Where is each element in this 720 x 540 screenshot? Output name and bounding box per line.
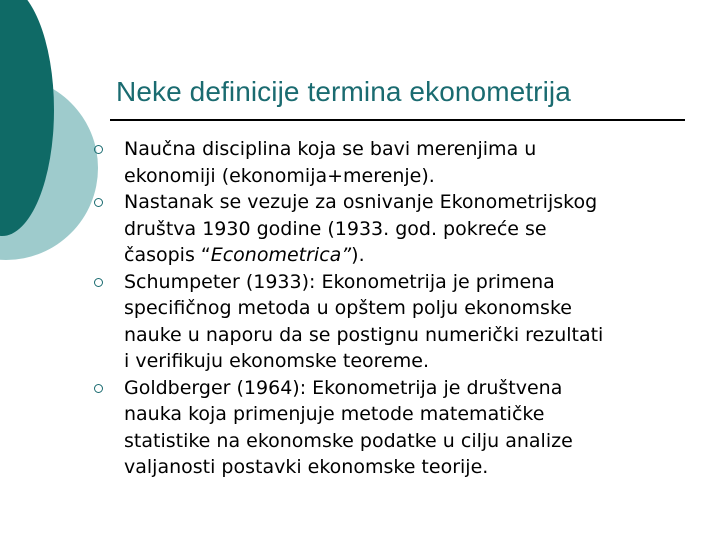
- bullet-list: [92, 136, 692, 481]
- bullet-item: [92, 375, 692, 481]
- bullet-text: [124, 189, 692, 269]
- journal-name: Econometrica”: [210, 244, 352, 266]
- bullet-text: Goldberger (1964): Ekonometrija je društvena nauka koja primenjuje metode matematičke statistike na ekonomske podatke u cilju analize valjanosti postavki ekonomske teorije.: [124, 376, 573, 478]
- hollow-circle-bullet-icon: [94, 145, 103, 154]
- bullet-item: [92, 136, 692, 189]
- bullet-item: [92, 269, 692, 375]
- bullet-text-part: ).: [351, 244, 365, 266]
- title-underline: [110, 119, 685, 121]
- hollow-circle-bullet-icon: [94, 278, 103, 287]
- bullet-item: [92, 189, 692, 269]
- hollow-circle-bullet-icon: [94, 384, 103, 393]
- bullet-text: Naučna disciplina koja se bavi merenjima u ekonomiji (ekonomija+merenje).: [124, 138, 537, 187]
- bullet-text-part: Nastanak se vezuje za osnivanje Ekonometrijskog društva 1930 godine (1933. god. pokreće se časopis “: [124, 191, 598, 266]
- hollow-circle-bullet-icon: [94, 198, 103, 207]
- slide-title: Neke definicije termina ekonometrija: [116, 76, 571, 107]
- bullet-text: Schumpeter (1933): Ekonometrija je primena specifičnog metoda u opštem polju ekonomske nauke u naporu da se postignu numerički rezultati i verifikuju ekonomske teoreme.: [124, 270, 604, 372]
